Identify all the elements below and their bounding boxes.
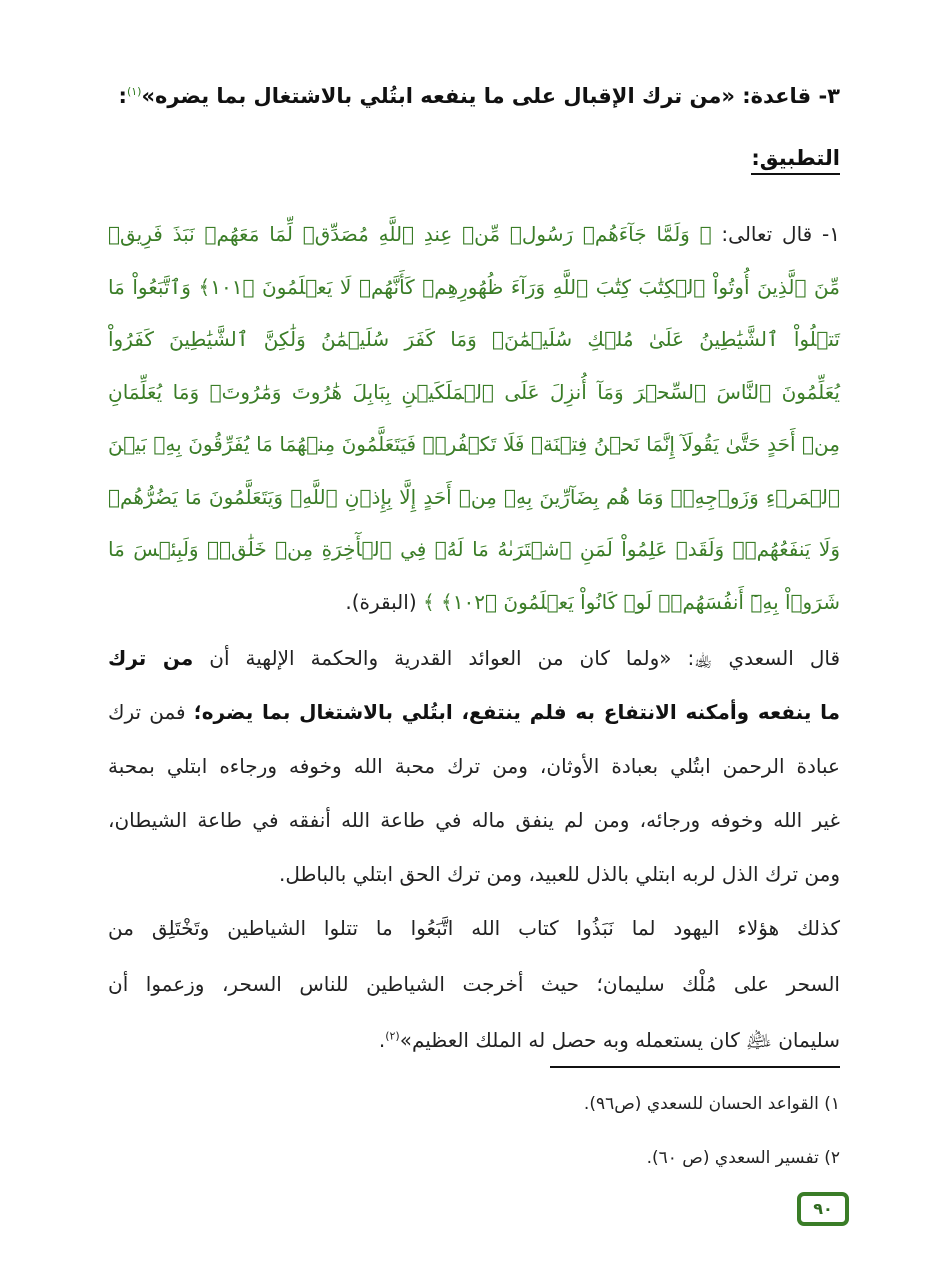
- paragraph1-line: [108, 702, 840, 722]
- paragraph2-line: [108, 918, 840, 938]
- quran-line: [108, 539, 840, 559]
- text-segment: مِنۡ أَحَدٍ حَتَّىٰ يَقُولَآ إِنَّمَا نَحۡنُ فِتۡنَةٞ فَلَا تَكۡفُرۡۖ فَيَتَعَلَّمُونَ مِنۡهُمَا مَا يُفَرِّقُونَ بِهِۦ بَيۡنَ: [108, 432, 840, 456]
- text-segment: ومن ترك الذل لربه ابتلي بالذل للعبيد، ومن ترك الحق ابتلي بالباطل.: [278, 862, 840, 886]
- rule-heading-suffix: :: [118, 84, 127, 108]
- footnote-ref[interactable]: (٢): [385, 1029, 400, 1043]
- text-segment: شَرَوۡاْ بِهِۦٓ أَنفُسَهُمۡۚ لَوۡ كَانُواْ يَعۡلَمُونَ ﴿١٠٢﴾ ﴾: [422, 589, 840, 614]
- paragraph2-line: [108, 974, 840, 994]
- text-segment: مِّنَ ٱلَّذِينَ أُوتُواْ ٱلۡكِتَٰبَ كِتَٰبَ ٱللَّهِ وَرَآءَ ظُهُورِهِمۡ كَأَنَّهُمۡ لَا يَعۡلَمُونَ ﴿١٠١﴾ وَٱتَّبَعُواْ مَا: [108, 274, 840, 299]
- text-segment: كذلك هؤلاء اليهود لما نَبَذُوا كتاب الله اتَّبَعُوا ما تتلوا الشياطين وتَخْتَلِق من: [108, 916, 840, 940]
- paragraph2-line: [108, 1030, 840, 1050]
- text-segment: غير الله وخوفه ورجائه، ومن لم ينفق ماله في طاعة الله أنفقه في طاعة الشيطان،: [108, 808, 840, 832]
- footnote-divider: [550, 1066, 840, 1068]
- text-segment: فمن ترك: [108, 700, 194, 724]
- text-segment: سليمان ﵇ كان يستعمله وبه حصل له الملك العظيم»: [399, 1028, 840, 1052]
- text-segment: عبادة الرحمن ابتُلي بعبادة الأوثان، ومن ترك محبة الله وخوفه ورجاءه ابتلي بمحبة: [108, 754, 840, 778]
- footnote-1: ١) القواعد الحسان للسعدي (ص٩٦).: [583, 1094, 840, 1114]
- page-number: ٩٠: [797, 1192, 849, 1226]
- quran-line: [108, 434, 840, 454]
- paragraph1-line: [108, 810, 840, 830]
- application-heading: التطبيق:: [751, 146, 840, 175]
- text-segment: .: [378, 1028, 386, 1052]
- footnote-ref-1[interactable]: (١): [126, 85, 142, 98]
- text-segment: تَتۡلُواْ ٱلشَّيَٰطِينُ عَلَىٰ مُلۡكِ سُلَيۡمَٰنَۖ وَمَا كَفَرَ سُلَيۡمَٰنُ وَلَٰكِنَّ ٱلشَّيَٰطِينَ كَفَرُواْ: [108, 327, 840, 351]
- quran-line: [108, 484, 840, 509]
- quran-line: [108, 589, 840, 614]
- paragraph1-line: [108, 648, 840, 668]
- text-segment: السحر على مُلْك سليمان؛ حيث أخرجت الشياطين للناس السحر، وزعموا أن: [108, 972, 840, 996]
- text-segment: من ترك: [108, 646, 194, 670]
- quran-line: [108, 329, 840, 349]
- paragraph1-line: [108, 864, 840, 884]
- text-segment: ١- قال تعالى:: [711, 222, 840, 246]
- text-segment: (البقرة).: [345, 589, 423, 614]
- rule-heading: [119, 84, 840, 108]
- text-segment: وَلَا يَنفَعُهُمۡۚ وَلَقَدۡ عَلِمُواْ لَمَنِ ٱشۡتَرَىٰهُ مَا لَهُۥ فِي ٱلۡأٓخِرَةِ مِنۡ خَلَٰقٖۚ وَلَبِئۡسَ مَا: [108, 537, 840, 561]
- quran-line: [108, 379, 840, 404]
- text-segment: ما ينفعه وأمكنه الانتفاع به فلم ينتفع، ابتُلي بالاشتغال بما يضره؛: [193, 700, 840, 724]
- footnote-2: ٢) تفسير السعدي (ص ٦٠).: [646, 1148, 840, 1168]
- text-segment: ٱلۡمَرۡءِ وَزَوۡجِهِۦۚ وَمَا هُم بِضَآرِّينَ بِهِۦ مِنۡ أَحَدٍ إِلَّا بِإِذۡنِ ٱللَّهِۚ وَيَتَعَلَّمُونَ مَا يَضُرُّهُمۡ: [108, 484, 840, 509]
- text-segment: قال السعدي ﵀: «ولما كان من العوائد القدرية والحكمة الإلهية أن: [193, 646, 841, 670]
- quran-line: [108, 224, 840, 244]
- paragraph1-line: [108, 756, 840, 776]
- rule-heading-text: ٣- قاعدة: «من ترك الإقبال على ما ينفعه ابتُلي بالاشتغال بما يضره»: [141, 84, 840, 108]
- quran-line: [108, 274, 840, 299]
- text-segment: ﴿ وَلَمَّا جَآءَهُمۡ رَسُولٞ مِّنۡ عِندِ ٱللَّهِ مُصَدِّقٞ لِّمَا مَعَهُمۡ نَبَذَ فَرِيقٞ: [108, 222, 712, 246]
- text-segment: يُعَلِّمُونَ ٱلنَّاسَ ٱلسِّحۡرَ وَمَآ أُنزِلَ عَلَى ٱلۡمَلَكَيۡنِ بِبَابِلَ هَٰرُوتَ وَمَٰرُوتَۚ وَمَا يُعَلِّمَانِ: [108, 379, 840, 404]
